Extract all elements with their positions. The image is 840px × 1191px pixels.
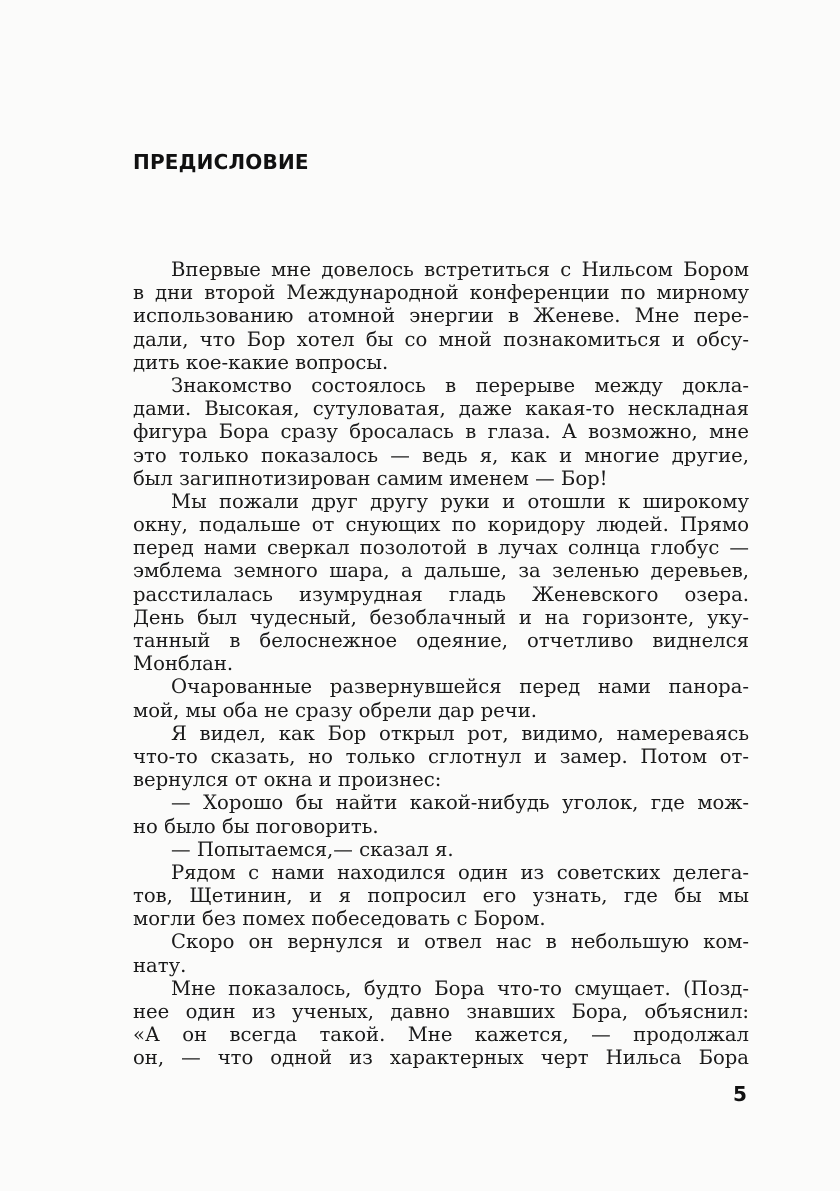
text-line: «А он всегда такой. Мне кажется, — продолжал xyxy=(133,1023,749,1047)
text-line: Мы пожали друг другу руки и отошли к широкому xyxy=(171,489,749,513)
text-line: дить кое-какие вопросы. xyxy=(133,350,389,374)
text-line: дами. Высокая, сутуловатая, даже какая-то нескладная xyxy=(133,397,749,421)
text-line: могли без помех побеседовать с Бором. xyxy=(133,907,546,931)
text-line: Знакомство состоялось в перерыве между докла- xyxy=(171,373,749,397)
text-line: мой, мы оба не сразу обрели дар речи. xyxy=(133,698,538,722)
text-line: но было бы поговорить. xyxy=(133,814,379,838)
text-line: перед нами сверкал позолотой в лучах солнца глобус — xyxy=(133,536,749,560)
text-line: в дни второй Международной конференции по мирному xyxy=(133,281,749,305)
text-line: нату. xyxy=(133,953,187,977)
text-line: что-то сказать, но только сглотнул и замер. Потом от- xyxy=(133,744,749,768)
text-line: фигура Бора сразу бросалась в глаза. А возможно, мне xyxy=(133,420,749,444)
text-line: Монблан. xyxy=(133,652,234,676)
text-line: вернулся от окна и произнес: xyxy=(133,768,442,792)
text-line: Скоро он вернулся и отвел нас в небольшую ком- xyxy=(171,930,749,954)
text-line: Я видел, как Бор открыл рот, видимо, намереваясь xyxy=(171,721,749,745)
text-line: эмблема земного шара, а дальше, за зеленью деревьев, xyxy=(133,559,749,583)
text-line: нее один из ученых, давно знавших Бора, объяснил: xyxy=(133,1000,749,1023)
text-line: Рядом с нами находился один из советских делега- xyxy=(171,860,749,884)
text-line: Впервые мне довелось встретиться с Нильсом Бором xyxy=(171,258,749,281)
text-line: — Хорошо бы найти какой-нибудь уголок, где мож- xyxy=(171,791,749,815)
text-line: Мне показалось, будто Бора что-то смущает. (Позд- xyxy=(171,976,749,1000)
text-line: был загипнотизирован самим именем — Бор! xyxy=(133,466,608,490)
text-line: дали, что Бор хотел бы со мной познакомиться и обсу- xyxy=(133,327,749,351)
text-line: танный в белоснежное одеяние, отчетливо виднелся xyxy=(133,629,749,652)
text-line: День был чудесный, безоблачный и на горизонте, уку- xyxy=(133,605,749,629)
text-line: Очарованные развернувшейся перед нами панора- xyxy=(171,675,749,699)
text-line: это только показалось — ведь я, как и многие другие, xyxy=(133,443,749,467)
page-number: 5 xyxy=(733,1082,747,1106)
text-line: он, — что одной из характерных черт Нильса Бора xyxy=(133,1046,749,1070)
text-line: — Попытаемся,— сказал я. xyxy=(171,837,454,861)
text-line: расстилалась изумрудная гладь Женевского озера. xyxy=(133,582,749,606)
page-heading: ПРЕДИСЛОВИЕ xyxy=(133,150,309,174)
body-text xyxy=(133,258,749,1070)
text-line: тов, Щетинин, и я попросил его узнать, где бы мы xyxy=(133,884,749,908)
text-line: использованию атомной энергии в Женеве. Мне пере- xyxy=(133,304,749,328)
text-line: окну, подальше от снующих по коридору людей. Прямо xyxy=(133,513,749,537)
